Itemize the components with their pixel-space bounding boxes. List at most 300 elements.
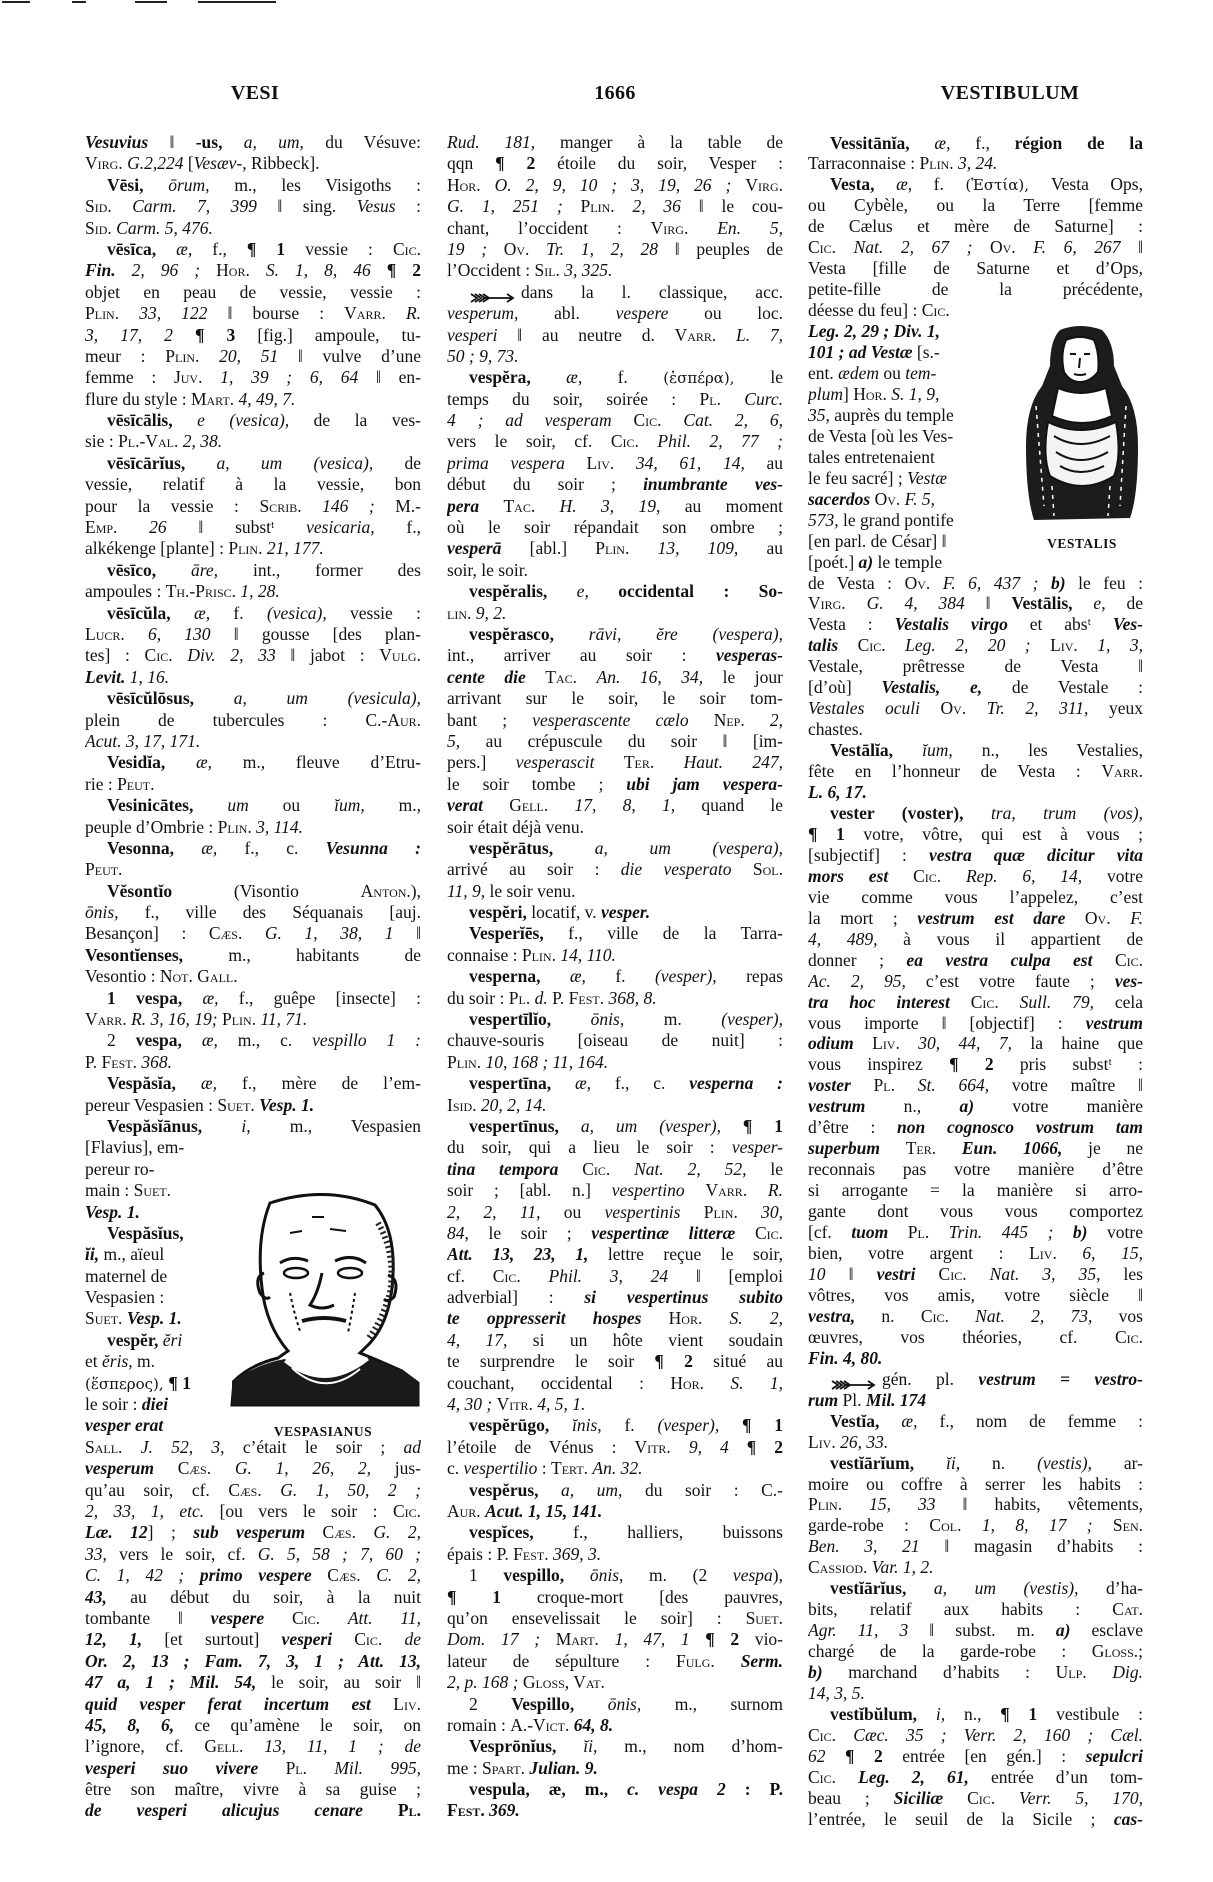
text-line — [85, 667, 421, 688]
roman-text: ‖ — [148, 132, 196, 152]
author-abbreviation: Liv. — [872, 1033, 919, 1054]
author-abbreviation: Fest. — [568, 987, 609, 1008]
roman-text: d’ha- — [1106, 1578, 1143, 1599]
bold-headword: vespula, æ, m., — [469, 1779, 628, 1800]
roman-text: à vous il appartient de — [903, 928, 1143, 949]
italic-text: 3, 114. — [256, 816, 303, 837]
text-line — [85, 496, 421, 517]
dictionary-entry — [85, 1030, 421, 1073]
fletched-arrow-icon — [830, 1375, 876, 1387]
italic-text: plum — [808, 383, 843, 404]
roman-text: Vesta : — [808, 614, 895, 635]
author-abbreviation: Ter. — [623, 752, 684, 773]
text-line — [808, 1138, 1143, 1159]
italic-text: 6, 15, — [1082, 1243, 1143, 1264]
italic-text: 30, — [761, 1201, 783, 1222]
bold-headword: Vestālĭa, — [830, 740, 923, 761]
roman-text: du Vésuve: — [325, 132, 421, 152]
text-line — [447, 175, 783, 196]
italic-text: 19 ; — [447, 238, 504, 259]
bold-italic-text: b) — [1050, 572, 1079, 593]
text-line — [447, 945, 783, 966]
text-line — [85, 966, 421, 987]
italic-text: 6, 130 — [147, 623, 234, 644]
italic-text: G. 1, 50, 2 ; — [280, 1479, 421, 1500]
scan-mark — [72, 1, 86, 3]
text-line — [447, 496, 783, 517]
roman-text: beau ; — [808, 1787, 894, 1808]
bold-headword: ¶ 2 — [386, 260, 421, 281]
author-abbreviation: Ulp. — [1055, 1662, 1113, 1683]
roman-text: ou — [883, 362, 906, 383]
dictionary-entry — [808, 1453, 1143, 1579]
italic-text: G. 1, 251 ; — [447, 196, 581, 217]
italic-text: æ, — [574, 1073, 615, 1094]
roman-text: le jour — [722, 666, 783, 687]
roman-text: vôtres, vos amis, votre siècle ‖ — [808, 1284, 1143, 1305]
italic-text: An. 32. — [592, 1458, 643, 1479]
author-abbreviation: Col. — [929, 1515, 982, 1536]
italic-text: 11, 71. — [260, 1009, 308, 1030]
roman-text: entrée [en gén.] : — [902, 1745, 1086, 1766]
italic-text: 573, — [808, 509, 843, 530]
author-abbreviation: Cic. — [938, 1263, 990, 1284]
bold-italic-text: Fin. — [85, 260, 132, 281]
text-line — [808, 1222, 1143, 1243]
italic-text: G. 5, 58 ; 7, 60 ; — [257, 1543, 421, 1564]
roman-text: étoile du soir, Vesper : — [557, 153, 783, 174]
roman-text: ‖ peuples de — [674, 238, 783, 259]
text-line — [447, 1758, 783, 1779]
text-line — [85, 474, 421, 495]
italic-text: vesperi — [447, 324, 518, 345]
italic-text: 2, 33, 1, etc. — [85, 1501, 220, 1521]
bold-italic-text: 45, 8, 6, — [85, 1714, 195, 1735]
bold-headword: vespĕrūgo, — [469, 1415, 573, 1436]
roman-text: 1 — [469, 1565, 504, 1586]
text-line — [808, 174, 1143, 195]
text-line — [808, 1536, 1143, 1557]
author-abbreviation: Tert. — [551, 1458, 593, 1479]
dictionary-entry — [447, 1009, 783, 1073]
dictionary-entry — [447, 1116, 783, 1415]
vestalis-statue-illustration — [1022, 326, 1140, 524]
bold-italic-text: sacerdos — [808, 488, 875, 509]
bold-italic-text: Acut. 1, 15, 141. — [485, 1501, 603, 1521]
author-abbreviation: Tac. — [503, 495, 560, 516]
roman-text: du soir : — [447, 987, 509, 1008]
roman-text: de — [1126, 593, 1143, 614]
italic-text: Trin. 445 ; — [948, 1222, 1073, 1243]
text-line — [447, 1458, 783, 1479]
roman-text: ou Cybèle, ou la Terre [femme — [808, 195, 1143, 216]
dictionary-entry — [447, 1565, 783, 1693]
italic-text: O. 2, 9, 10 ; 3, 19, 26 ; — [494, 174, 746, 195]
roman-text: m. — [137, 1351, 156, 1372]
roman-text: ‖ le cou- — [698, 196, 783, 217]
author-abbreviation: Cic. — [392, 238, 421, 259]
text-line — [85, 795, 421, 816]
italic-text: Vesus — [356, 196, 417, 217]
roman-text: qu’on ensevelissait le soir] : — [447, 1607, 746, 1628]
author-abbreviation: Liv. — [586, 452, 636, 473]
text-line — [808, 1096, 1143, 1117]
italic-text: 146 ; — [322, 495, 396, 516]
roman-text: le soir venu. — [489, 880, 576, 901]
text-line — [85, 517, 421, 538]
bold-italic-text: ubi jam vespera- — [626, 773, 783, 794]
fletched-arrow-icon — [469, 288, 515, 300]
bold-headword: vester (voster), — [830, 803, 991, 823]
dictionary-entry — [808, 1369, 1143, 1411]
text-line — [85, 1073, 421, 1094]
author-abbreviation: Virg. — [808, 593, 867, 614]
text-line — [808, 1662, 1143, 1683]
italic-text: St. 664, — [917, 1075, 1012, 1096]
roman-text: m., — [398, 795, 421, 816]
roman-text: tombante ‖ — [85, 1607, 211, 1628]
italic-text: ĭum, — [922, 740, 982, 761]
author-abbreviation: Ter. — [905, 1138, 962, 1159]
roman-text: [fig.] ampoule, tu- — [257, 324, 421, 345]
bold-italic-text: 43, — [85, 1586, 131, 1607]
author-abbreviation: Vitr. — [496, 1394, 538, 1415]
bold-headword: vesperna, — [469, 966, 570, 987]
text-line — [447, 1736, 783, 1757]
roman-text: début du soir ; — [447, 474, 644, 495]
vestalis-caption: VESTALIS — [1047, 536, 1117, 551]
roman-text: f., — [975, 132, 1015, 153]
author-abbreviation: lin. — [447, 602, 476, 623]
roman-text: dans la l. classique, acc. — [521, 281, 783, 302]
author-abbreviation: Hor. — [216, 260, 266, 281]
italic-text: Rud. 181, — [447, 132, 560, 152]
text-line — [85, 175, 421, 196]
bold-italic-text: Eun. 1066, — [961, 1138, 1089, 1159]
author-abbreviation: Hor. — [853, 383, 892, 404]
italic-text: 4 ; ad vesperam — [447, 410, 634, 431]
bold-italic-text: mors est — [808, 865, 914, 886]
italic-text: 1, 8, 17 ; — [981, 1515, 1113, 1536]
text-line — [447, 1287, 783, 1308]
text-line — [447, 325, 783, 346]
roman-text: ‖ — [985, 593, 1012, 614]
roman-text: de Vesta : — [808, 572, 905, 593]
text-line — [85, 260, 421, 281]
roman-text: [et surtout] — [164, 1629, 282, 1650]
italic-text: vespertinis — [604, 1201, 704, 1222]
bold-italic-text: L. 6, 17. — [808, 782, 867, 803]
scan-mark — [2, 1, 30, 3]
bold-italic-text: sepulcri — [1085, 1745, 1143, 1766]
bold-italic-text: 12, 1, — [85, 1629, 165, 1650]
author-abbreviation: Cæs. — [208, 923, 265, 944]
text-line — [447, 667, 783, 688]
bold-headword: Vĕsontĭo — [107, 880, 234, 901]
author-abbreviation: Virg. — [650, 217, 718, 238]
bold-italic-text: b) — [808, 1662, 849, 1683]
roman-text: c’était le soir ; — [242, 1436, 404, 1457]
text-line — [85, 710, 421, 731]
italic-text: L. 7, — [736, 324, 783, 345]
italic-text: vesicaria, — [306, 517, 407, 538]
bold-italic-text: vestra quæ dicitur vita — [928, 844, 1143, 865]
text-line — [447, 731, 783, 752]
bold-headword: vestĭbŭlum, — [830, 1703, 936, 1724]
roman-text: maternel de — [85, 1265, 168, 1286]
italic-text: æ, — [195, 752, 243, 773]
italic-text: 33, 122 — [139, 303, 228, 324]
greek-text: (ἕσπερος), — [85, 1374, 169, 1393]
author-abbreviation: Hor. — [668, 1308, 730, 1329]
dictionary-entry — [85, 239, 421, 410]
roman-text: peuple d’Ombrie : — [85, 816, 218, 837]
author-abbreviation: Cic. — [967, 1787, 1019, 1808]
bold-italic-text: quid vesper ferat incertum est — [85, 1693, 394, 1714]
text-line — [808, 384, 1010, 405]
bold-italic-text: tuom — [851, 1222, 908, 1243]
bold-italic-text: vesperā — [447, 538, 530, 559]
italic-text: 1, 47, 1 — [614, 1629, 706, 1650]
roman-text: chant, l’occident : — [447, 217, 651, 238]
roman-text: d’être : — [808, 1117, 898, 1138]
italic-text: 5, — [447, 730, 486, 751]
bold-headword: Vesonna, — [107, 837, 202, 858]
italic-text: vespertino — [611, 1180, 706, 1201]
roman-text: le temple — [877, 551, 943, 572]
italic-text: e (vesica), — [197, 410, 314, 431]
bold-headword: ¶ 2 — [845, 1745, 903, 1766]
text-line — [85, 731, 421, 752]
author-abbreviation: Plin. — [919, 153, 958, 174]
roman-text: vers le soir, cf. — [119, 1543, 258, 1564]
text-line — [447, 218, 783, 239]
text-line — [447, 431, 783, 452]
roman-text: ou — [282, 795, 335, 816]
roman-text: auprès du temple — [834, 404, 954, 425]
roman-text: cf. — [447, 1265, 493, 1286]
text-line — [808, 1013, 1143, 1034]
author-abbreviation: Cic. — [610, 431, 658, 452]
text-line — [447, 1116, 783, 1137]
text-line — [85, 1800, 421, 1821]
roman-text: ‖ habits, vêtements, — [962, 1494, 1143, 1515]
author-abbreviation: Cic. — [970, 991, 1020, 1012]
roman-text: le soir tombe ; — [447, 773, 627, 794]
text-line — [808, 1788, 1143, 1809]
italic-text: vespere — [615, 303, 705, 324]
roman-text: adverbial] : — [447, 1287, 585, 1308]
bold-italic-text: te oppresserit hospes — [447, 1308, 669, 1329]
dictionary-entry — [85, 132, 421, 175]
roman-text: ‖ subst. m. — [929, 1620, 1056, 1641]
roman-text: vessie : — [350, 602, 421, 623]
author-abbreviation: Liv. — [393, 1693, 421, 1714]
bold-headword: Vespillo, — [511, 1693, 608, 1714]
author-abbreviation: Ov. — [940, 698, 987, 719]
roman-text: [poét.] — [808, 551, 859, 572]
italic-text: a, um (vesica), — [216, 452, 405, 473]
italic-text: 21, 177. — [266, 538, 324, 559]
roman-text: reconnais pas votre manière d’être — [808, 1159, 1143, 1180]
bold-headword: Vespăsĭānus, — [107, 1115, 242, 1136]
text-line — [808, 1054, 1143, 1075]
roman-text: f. — [617, 367, 664, 388]
dictionary-entry — [447, 132, 783, 282]
text-line — [85, 1458, 421, 1479]
italic-text: Nat. 3, 35, — [989, 1263, 1124, 1284]
roman-text: Vesta [fille de Saturne et d’Ops, — [808, 258, 1143, 279]
text-line — [85, 1180, 225, 1201]
roman-text: où le soir répandait son ombre ; — [447, 517, 783, 538]
text-line — [447, 1009, 783, 1030]
italic-text: 4, 17, — [447, 1329, 533, 1350]
roman-text: me : — [447, 1757, 482, 1778]
bold-italic-text: vespere — [210, 1607, 292, 1628]
text-line — [808, 950, 1143, 971]
italic-text: 10, 168 ; 11, 164. — [485, 1051, 609, 1072]
roman-text: Vespasien : — [85, 1287, 165, 1308]
text-line — [85, 774, 421, 795]
italic-text: 33, — [85, 1543, 120, 1564]
roman-text: déesse du feu] : — [808, 300, 922, 321]
bold-headword: Vessitānĭa, — [830, 132, 935, 153]
bold-italic-text: Serm. — [740, 1650, 783, 1671]
roman-text: chauve-souris [oiseau de nuit] : — [447, 1030, 783, 1051]
text-line — [85, 1736, 421, 1757]
italic-text: ĭum, — [334, 795, 399, 816]
author-abbreviation: Mart. — [555, 1629, 615, 1650]
author-abbreviation: Plin. — [221, 1009, 261, 1030]
roman-text: chastes. — [808, 719, 863, 740]
text-line — [808, 1306, 1143, 1327]
author-abbreviation: Hor. — [447, 174, 495, 195]
text-line — [808, 614, 1143, 635]
text-line — [85, 1287, 225, 1308]
italic-text: æ, — [194, 602, 234, 623]
bold-italic-text: inumbrante ves- — [643, 474, 783, 495]
bold-headword: Vespăsĭus, — [107, 1222, 184, 1243]
text-line — [85, 645, 421, 666]
text-line — [808, 824, 1143, 845]
bold-italic-text: vespertinæ litteræ — [591, 1222, 755, 1243]
italic-text: Nat. 2, 73, — [975, 1305, 1119, 1326]
dictionary-entry — [447, 838, 783, 902]
italic-text: 50 ; 9, 73. — [447, 345, 519, 366]
italic-text: æ, — [569, 966, 616, 987]
italic-text: d. — [534, 987, 553, 1008]
italic-text: Acut. 3, 17, 171. — [85, 730, 201, 751]
dictionary-entry — [85, 453, 421, 560]
roman-text: tales entretenaient — [808, 446, 935, 467]
roman-text: vestibule : — [1056, 1703, 1143, 1724]
text-line — [808, 782, 1143, 803]
bold-italic-text: non cognosco vostrum tam — [897, 1117, 1143, 1138]
text-line — [85, 603, 421, 624]
author-abbreviation: Gloss, Vat. — [522, 1672, 605, 1693]
italic-text: 9, 2. — [475, 602, 507, 623]
roman-text: croque-mort [des pauvres, — [536, 1586, 783, 1607]
italic-text: āre, — [191, 559, 253, 580]
dictionary-entry — [85, 1073, 421, 1116]
greek-text: (ἑσπέρα), — [663, 369, 771, 388]
text-line — [447, 1202, 783, 1223]
author-abbreviation: Ov. — [1084, 907, 1131, 928]
italic-text: 1, 16. — [129, 666, 170, 687]
author-abbreviation: Plin. — [85, 303, 140, 324]
italic-text: 4, 5, 1. — [537, 1394, 586, 1415]
bold-headword: ¶ 2 — [746, 1436, 783, 1457]
text-line — [808, 887, 1143, 908]
text-line — [808, 133, 1143, 154]
bold-headword: vēsīcŭla, — [107, 602, 195, 623]
text-line — [447, 902, 783, 923]
text-line — [808, 1432, 1143, 1453]
bold-italic-text: cente die — [447, 666, 546, 687]
roman-text: gén. pl. — [882, 1368, 979, 1389]
text-line — [808, 1453, 1143, 1474]
text-line — [85, 1030, 421, 1051]
roman-text: qu’au soir, cf. — [85, 1479, 229, 1500]
bold-italic-text: talis — [808, 635, 858, 656]
roman-text: ] — [843, 383, 854, 404]
bold-headword: Vesperĭēs, — [469, 923, 569, 944]
italic-text: Att. 11, — [347, 1607, 421, 1628]
author-abbreviation: Plin. — [808, 1494, 870, 1515]
text-line — [85, 1223, 247, 1244]
italic-text: a, um (vestis), — [933, 1578, 1107, 1599]
text-line — [85, 1651, 421, 1672]
text-line — [808, 405, 1010, 426]
italic-text: æ, — [200, 1073, 242, 1094]
roman-text: flure du style : — [85, 388, 191, 409]
italic-text: G. 1, 38, 1 — [264, 923, 417, 944]
text-line — [808, 1117, 1143, 1138]
author-abbreviation: Varr. — [344, 303, 406, 324]
author-abbreviation: Sen. — [1112, 1515, 1143, 1536]
roman-text: votre — [1107, 1222, 1143, 1243]
bold-headword: vespĕralis, — [469, 581, 577, 602]
dictionary-entry — [808, 133, 1143, 175]
text-line — [808, 489, 1010, 510]
text-line — [808, 1725, 1143, 1746]
text-line — [808, 237, 1143, 258]
bold-italic-text: voster — [808, 1075, 874, 1096]
text-line — [447, 752, 783, 773]
text-line — [447, 688, 783, 709]
roman-text: [d’où] — [808, 677, 882, 698]
bold-italic-text: verat — [447, 795, 510, 816]
text-line — [808, 1557, 1143, 1578]
bold-italic-text: Julian. 9. — [529, 1757, 598, 1778]
bold-headword: Vesinicātes, — [107, 795, 228, 816]
text-line — [85, 1480, 421, 1501]
text-line — [808, 1243, 1143, 1264]
bold-italic-text: sub vesperum — [193, 1522, 323, 1543]
author-abbreviation: Cic. — [354, 1629, 405, 1650]
roman-text: au — [766, 538, 783, 559]
text-line — [808, 1704, 1143, 1725]
author-abbreviation: Suet. — [133, 1180, 172, 1201]
bold-headword: ¶ 1 — [168, 1372, 191, 1393]
roman-text: être son maître, vivre à sa guise ; — [85, 1779, 421, 1800]
text-line — [808, 1327, 1143, 1348]
bold-italic-text: vesperi — [281, 1629, 355, 1650]
italic-text: 2, 36 — [632, 196, 699, 217]
text-line — [85, 410, 421, 431]
bold-headword: vespa, — [135, 1030, 202, 1051]
author-abbreviation: Plin. — [165, 345, 220, 366]
